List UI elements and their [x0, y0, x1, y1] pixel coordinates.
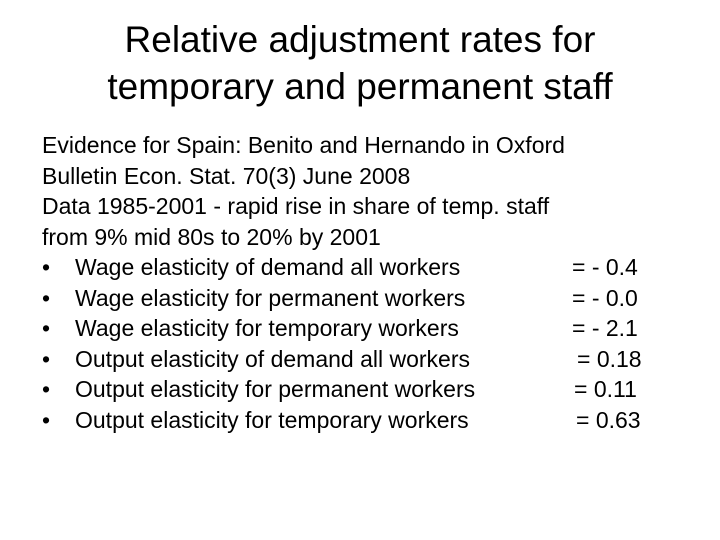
evidence-paragraph [42, 130, 702, 191]
bullet-value: = 0.63 [576, 406, 641, 433]
bullet-icon: • [42, 406, 51, 433]
bullet-output-permanent [42, 374, 702, 405]
bullet-output-temporary [42, 405, 702, 436]
bullet-value: = - 0.0 [572, 284, 638, 311]
bullet-wage-permanent [42, 283, 702, 314]
title-line-1: Relative adjustment rates for [124, 19, 596, 60]
bullet-label: Wage elasticity of demand all workers [75, 254, 461, 280]
bullet-value: = - 0.4 [572, 254, 638, 280]
data-paragraph [42, 191, 702, 252]
bullet-icon: • [42, 345, 51, 372]
data-line-2: from 9% mid 80s to 20% by 2001 [42, 223, 381, 250]
evidence-line-1: Evidence for Spain: Benito and Hernando in Oxford [42, 132, 565, 158]
bullet-label: Wage elasticity for temporary workers [75, 315, 459, 341]
bullet-label: Output elasticity for temporary workers [75, 406, 469, 433]
bullet-value: = 0.11 [574, 376, 637, 402]
bullet-wage-temporary [42, 313, 702, 344]
slide-body [42, 130, 702, 435]
bullet-value: = - 2.1 [572, 315, 638, 341]
evidence-line-2: Bulletin Econ. Stat. 70(3) June 2008 [42, 162, 411, 189]
slide-title [0, 16, 720, 110]
title-line-2: temporary and permanent staff [107, 66, 613, 107]
bullet-icon: • [42, 284, 51, 311]
bullet-label: Output elasticity of demand all workers [75, 345, 471, 372]
bullet-icon: • [42, 254, 51, 280]
bullet-output-all [42, 344, 702, 375]
bullet-icon: • [42, 315, 51, 341]
bullet-icon: • [42, 376, 51, 402]
data-line-1: Data 1985-2001 - rapid rise in share of temp. staff [42, 193, 550, 219]
bullet-label: Wage elasticity for permanent workers [75, 284, 466, 311]
bullet-wage-all [42, 252, 702, 283]
bullet-value: = 0.18 [577, 345, 642, 372]
bullet-label: Output elasticity for permanent workers [75, 376, 476, 402]
